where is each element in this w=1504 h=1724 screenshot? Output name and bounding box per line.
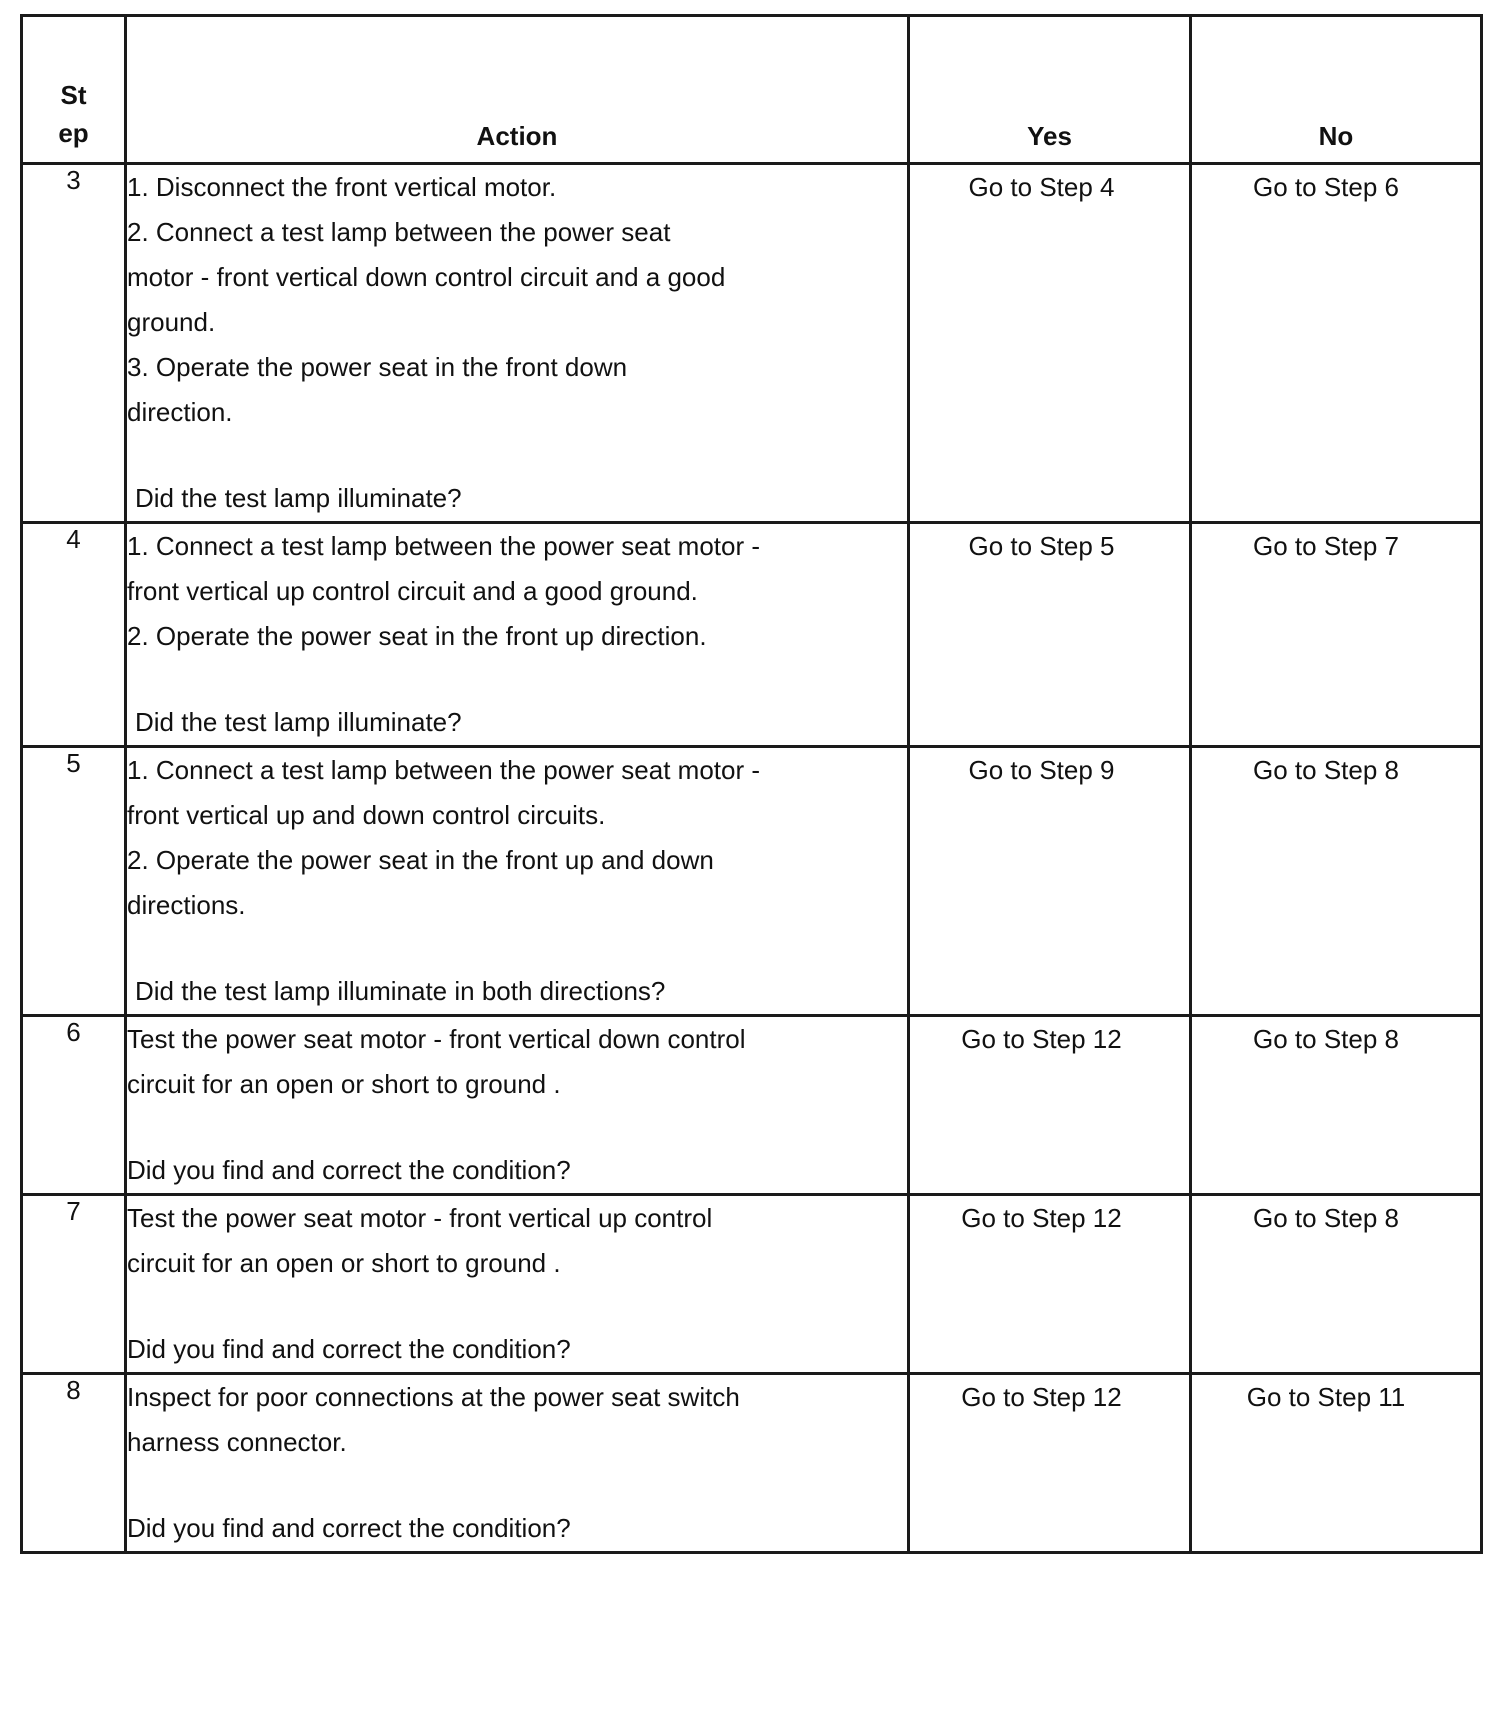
action-question: Did the test lamp illuminate in both directions?	[135, 976, 666, 1006]
header-step-line1: St	[60, 80, 87, 110]
no-cell	[1191, 523, 1482, 747]
action-question: Did you find and correct the condition?	[127, 1334, 571, 1364]
no-cell	[1191, 1016, 1482, 1195]
action-line: circuit for an open or short to ground .	[127, 1069, 561, 1099]
header-row	[22, 16, 1482, 164]
action-line: Test the power seat motor - front vertical up control	[127, 1203, 713, 1233]
step-number: 5	[22, 747, 126, 1016]
action-line: harness connector.	[127, 1427, 347, 1457]
table-row	[22, 523, 1482, 747]
yes-cell	[909, 1016, 1191, 1195]
action-line: direction.	[127, 397, 233, 427]
yes-result: Go to Step 4	[968, 172, 1115, 202]
no-result: Go to Step 6	[1253, 172, 1399, 202]
action-line: 2. Operate the power seat in the front up direction.	[127, 621, 707, 651]
action-line: Inspect for poor connections at the power seat switch	[127, 1382, 740, 1412]
table-row	[22, 164, 1482, 523]
step-number: 7	[22, 1195, 126, 1374]
step-number: 8	[22, 1374, 126, 1553]
diagnostic-table	[20, 14, 1483, 1554]
yes-result: Go to Step 12	[961, 1203, 1122, 1233]
action-cell	[126, 1374, 909, 1553]
action-question: Did you find and correct the condition?	[127, 1513, 571, 1543]
action-line: 1. Connect a test lamp between the power seat motor -	[127, 755, 761, 785]
yes-result: Go to Step 9	[968, 755, 1115, 785]
yes-cell	[909, 1374, 1191, 1553]
header-yes: Yes	[909, 16, 1191, 164]
no-cell	[1191, 1374, 1482, 1553]
action-question: Did the test lamp illuminate?	[135, 707, 462, 737]
action-line: front vertical up and down control circuits.	[127, 800, 606, 830]
no-result: Go to Step 8	[1253, 1024, 1399, 1054]
no-result: Go to Step 7	[1253, 531, 1399, 561]
no-result: Go to Step 8	[1253, 755, 1399, 785]
yes-result: Go to Step 12	[961, 1024, 1122, 1054]
step-number: 4	[22, 523, 126, 747]
no-cell	[1191, 747, 1482, 1016]
action-line: ground.	[127, 307, 216, 337]
action-line: directions.	[127, 890, 246, 920]
action-line: Test the power seat motor - front vertical down control	[127, 1024, 746, 1054]
table-row	[22, 1374, 1482, 1553]
yes-cell	[909, 747, 1191, 1016]
table-row	[22, 1016, 1482, 1195]
header-step-line2: ep	[58, 118, 89, 148]
header-step	[22, 16, 126, 164]
yes-cell	[909, 523, 1191, 747]
step-number: 6	[22, 1016, 126, 1195]
action-cell	[126, 1195, 909, 1374]
yes-cell	[909, 1195, 1191, 1374]
yes-result: Go to Step 5	[968, 531, 1115, 561]
yes-result: Go to Step 12	[961, 1382, 1122, 1412]
action-line: 3. Operate the power seat in the front down	[127, 352, 628, 382]
header-no: No	[1191, 16, 1482, 164]
action-line: 2. Connect a test lamp between the power seat	[127, 217, 671, 247]
step-number: 3	[22, 164, 126, 523]
no-cell	[1191, 1195, 1482, 1374]
table-row	[22, 1195, 1482, 1374]
action-cell	[126, 1016, 909, 1195]
table-row	[22, 747, 1482, 1016]
no-result: Go to Step 8	[1253, 1203, 1399, 1233]
action-question: Did the test lamp illuminate?	[135, 483, 462, 513]
action-line: front vertical up control circuit and a good ground.	[127, 576, 698, 606]
action-line: circuit for an open or short to ground .	[127, 1248, 561, 1278]
no-result: Go to Step 11	[1246, 1382, 1406, 1412]
action-line: 1. Connect a test lamp between the power seat motor -	[127, 531, 761, 561]
no-cell	[1191, 164, 1482, 523]
action-line: 2. Operate the power seat in the front up and down	[127, 845, 714, 875]
action-line: 1. Disconnect the front vertical motor.	[127, 172, 557, 202]
action-cell	[126, 523, 909, 747]
header-action: Action	[126, 16, 909, 164]
action-cell	[126, 164, 909, 523]
action-question: Did you find and correct the condition?	[127, 1155, 571, 1185]
action-cell	[126, 747, 909, 1016]
yes-cell	[909, 164, 1191, 523]
action-line: motor - front vertical down control circuit and a good	[127, 262, 726, 292]
